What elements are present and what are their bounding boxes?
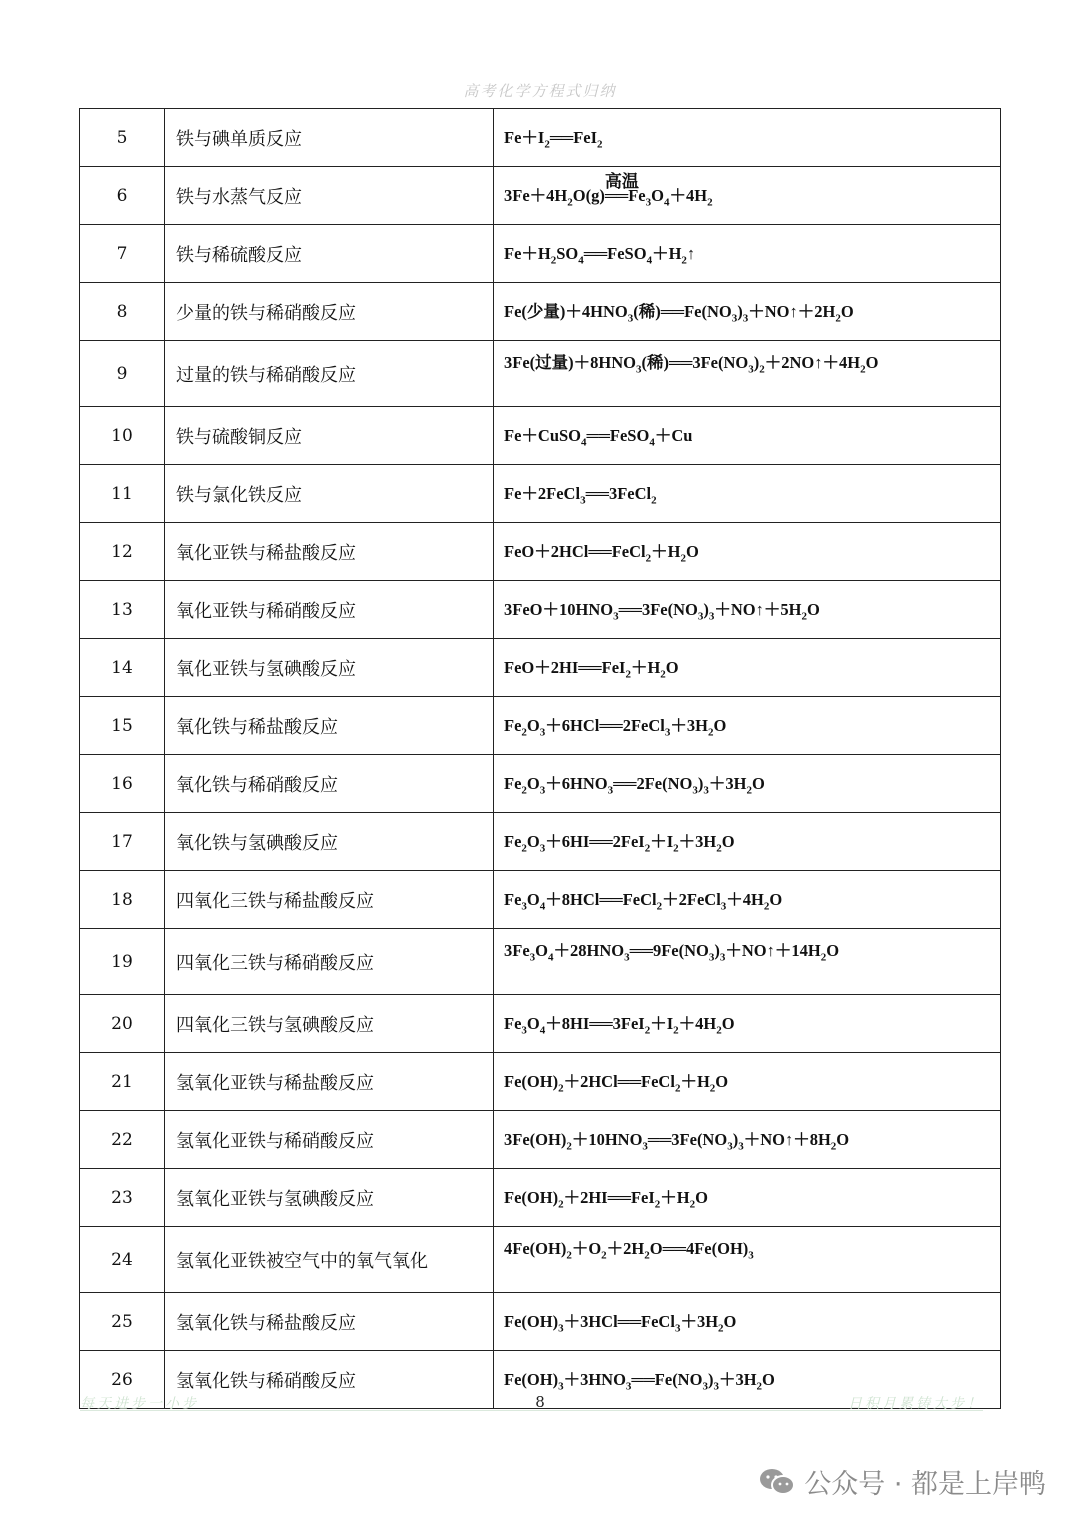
row-number: 16 [80, 755, 165, 813]
equation-text: $Fe+H_2SO_4══FeSO_4+H_2↑$ [504, 244, 696, 267]
reaction-name: 铁与碘单质反应 [165, 109, 494, 167]
row-number: 26 [80, 1351, 165, 1409]
table-row [80, 1169, 1001, 1227]
watermark-text: 公众号 · 都是上岸鸭 [804, 1469, 1046, 1500]
reaction-equation [494, 755, 1001, 813]
row-number: 21 [80, 1053, 165, 1111]
table-row [80, 225, 1001, 283]
table-row [80, 465, 1001, 523]
row-number: 17 [80, 813, 165, 871]
equation-text: $FeO+2HCl══FeCl_2+H_2O$ [504, 542, 699, 565]
wechat-icon [758, 1466, 796, 1498]
reaction-name: 氧化铁与稀盐酸反应 [165, 697, 494, 755]
reaction-name: 四氧化三铁与稀硝酸反应 [165, 929, 494, 995]
equation-text: Fe＋2FeCl$_3$══3FeCl$_2$ [504, 484, 657, 507]
equation-text: $Fe_2O_3+6HI══2FeI_2+I_2+3H_2O$ [504, 832, 735, 855]
footer-slogan-left: 每天进步一小步 [80, 1396, 199, 1412]
reaction-equation [494, 929, 1001, 995]
reaction-equation [494, 1111, 1001, 1169]
reaction-name: 氢氧化亚铁与稀硝酸反应 [165, 1111, 494, 1169]
row-number: 25 [80, 1293, 165, 1351]
row-number: 15 [80, 697, 165, 755]
reaction-name: 氧化亚铁与稀盐酸反应 [165, 523, 494, 581]
reaction-equation [494, 697, 1001, 755]
equation-text: $3Fe_3O_4+28HNO_3══9Fe(NO_3)_3+NO↑+14H_2O$ [504, 941, 840, 964]
row-number: 14 [80, 639, 165, 697]
equation-text: $3FeO+10HNO_3══3Fe(NO_3)_3+NO↑+5H_2O$ [504, 600, 820, 623]
reaction-equation [494, 871, 1001, 929]
table-row [80, 167, 1001, 225]
equation-text: $Fe_3O_4+8HI══3FeI_2+I_2+4H_2O$ [504, 1014, 735, 1037]
reaction-equation [494, 225, 1001, 283]
equation-text: $Fe_2O_3+6HCl══2FeCl_3+3H_2O$ [504, 716, 727, 739]
reaction-name: 过量的铁与稀硝酸反应 [165, 341, 494, 407]
equation-text: $3Fe(OH)_2+10HNO_3══3Fe(NO_3)_3+NO↑+8H_2O$ [504, 1130, 850, 1153]
equation-text: $Fe_3O_4+8HCl══FeCl_2+2FeCl_3+4H_2O$ [504, 890, 783, 913]
reaction-equation [494, 465, 1001, 523]
table-row [80, 523, 1001, 581]
table-row [80, 697, 1001, 755]
reaction-equation [494, 1227, 1001, 1293]
reaction-name: 氧化亚铁与氢碘酸反应 [165, 639, 494, 697]
reaction-name: 氢氧化铁与稀盐酸反应 [165, 1293, 494, 1351]
reaction-equation [494, 523, 1001, 581]
reaction-name: 铁与硫酸铜反应 [165, 407, 494, 465]
reaction-equation [494, 109, 1001, 167]
row-number: 24 [80, 1227, 165, 1293]
table-row [80, 639, 1001, 697]
reaction-name: 铁与水蒸气反应 [165, 167, 494, 225]
equation-text: $FeO+2HI══FeI_2+H_2O$ [504, 658, 679, 681]
table-row [80, 1053, 1001, 1111]
footer-divider [80, 1410, 983, 1411]
reaction-name: 氢氧化亚铁与稀盐酸反应 [165, 1053, 494, 1111]
row-number: 22 [80, 1111, 165, 1169]
equation-text: 3Fe(过量)$+8HNO_3$(稀)$══3Fe(NO_3)_2+2NO↑+4H_2O$ [504, 353, 879, 376]
row-number: 19 [80, 929, 165, 995]
table-row [80, 755, 1001, 813]
page-number: 8 [535, 1393, 545, 1411]
reaction-name: 氢氧化铁与稀硝酸反应 [165, 1351, 494, 1409]
row-number: 23 [80, 1169, 165, 1227]
table-row [80, 929, 1001, 995]
row-number: 10 [80, 407, 165, 465]
equation-text: $4Fe(OH)_2+O_2+2H_2O══4Fe(OH)_3$ [504, 1239, 754, 1262]
reaction-name: 氢氧化亚铁与氢碘酸反应 [165, 1169, 494, 1227]
reaction-name: 氧化铁与稀硝酸反应 [165, 755, 494, 813]
reaction-name: 铁与氯化铁反应 [165, 465, 494, 523]
table-row [80, 1227, 1001, 1293]
row-number: 13 [80, 581, 165, 639]
row-number: 8 [80, 283, 165, 341]
reaction-equation [494, 167, 1001, 225]
reaction-equation [494, 639, 1001, 697]
reaction-table [79, 108, 1001, 1409]
row-number: 9 [80, 341, 165, 407]
reaction-name: 四氧化三铁与稀盐酸反应 [165, 871, 494, 929]
table-row [80, 1111, 1001, 1169]
equation-text: Fe＋CuSO$_4$══FeSO$_4$＋Cu [504, 426, 693, 449]
equation-text: $Fe(OH)_2+2HCl══FeCl_2+H_2O$ [504, 1072, 729, 1095]
row-number: 11 [80, 465, 165, 523]
table-row [80, 341, 1001, 407]
equation-text: $3Fe+4H_2O(g)$ 高温 $══Fe_3O_4+4H_2$ [504, 172, 713, 209]
reaction-equation [494, 341, 1001, 407]
row-number: 6 [80, 167, 165, 225]
table-row [80, 813, 1001, 871]
reaction-equation [494, 1169, 1001, 1227]
table-row [80, 1293, 1001, 1351]
table-row [80, 109, 1001, 167]
equation-text: $Fe+I_2══FeI_2$ [504, 128, 603, 151]
reaction-equation [494, 813, 1001, 871]
table-row [80, 283, 1001, 341]
page-header: 高考化学方程式归纳 [463, 82, 617, 100]
row-number: 18 [80, 871, 165, 929]
reaction-name: 少量的铁与稀硝酸反应 [165, 283, 494, 341]
equation-text: $Fe(OH)_3+3HCl══FeCl_3+3H_2O$ [504, 1312, 737, 1335]
reaction-name: 四氧化三铁与氢碘酸反应 [165, 995, 494, 1053]
row-number: 20 [80, 995, 165, 1053]
reaction-name: 氧化铁与氢碘酸反应 [165, 813, 494, 871]
reaction-equation [494, 1293, 1001, 1351]
equation-text: $Fe(OH)_3+3HNO_3══Fe(NO_3)_3+3H_2O$ [504, 1370, 775, 1393]
reaction-name: 氧化亚铁与稀硝酸反应 [165, 581, 494, 639]
footer-slogan-right: 日积月累铸大步！ [848, 1396, 984, 1412]
row-number: 5 [80, 109, 165, 167]
watermark [758, 1462, 1046, 1501]
reaction-name: 铁与稀硫酸反应 [165, 225, 494, 283]
table-row [80, 871, 1001, 929]
row-number: 7 [80, 225, 165, 283]
table-row [80, 581, 1001, 639]
reaction-equation [494, 581, 1001, 639]
table-row [80, 407, 1001, 465]
reaction-equation [494, 995, 1001, 1053]
equation-text: Fe(少量)$+4HNO_3$(稀)$══Fe(NO_3)_3+NO↑+2H_2O$ [504, 302, 854, 325]
equation-text: $Fe(OH)_2+2HI══FeI_2+H_2O$ [504, 1188, 708, 1211]
reaction-name: 氢氧化亚铁被空气中的氧气氧化 [165, 1227, 494, 1293]
equation-text: $Fe_2O_3+6HNO_3══2Fe(NO_3)_3+3H_2O$ [504, 774, 765, 797]
reaction-equation [494, 407, 1001, 465]
table-row [80, 995, 1001, 1053]
reaction-equation [494, 1053, 1001, 1111]
reaction-equation [494, 283, 1001, 341]
reaction-table-body [80, 109, 1001, 1409]
row-number: 12 [80, 523, 165, 581]
